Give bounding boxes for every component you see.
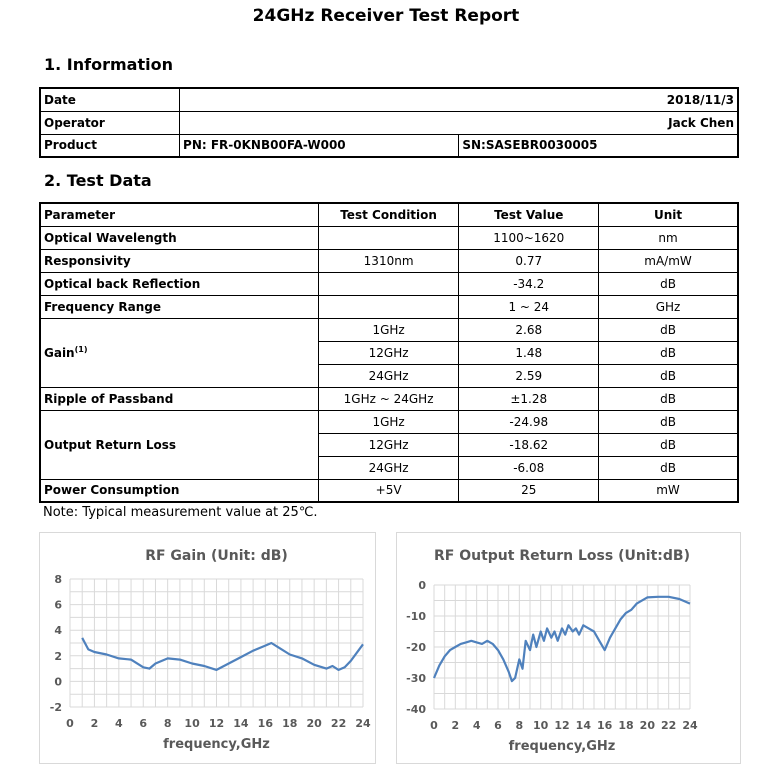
product-label: Product <box>40 134 180 157</box>
table-row <box>40 295 738 318</box>
x-tick-label: 2 <box>451 719 460 732</box>
chart-title: RF Gain (Unit: dB) <box>145 548 288 564</box>
table-row <box>40 88 738 111</box>
value-cell: 1 ~ 24 <box>459 295 599 318</box>
unit-cell: dB <box>599 433 738 456</box>
x-axis-label: frequency,GHz <box>163 737 270 752</box>
date-label: Date <box>40 88 180 111</box>
x-tick-label: 24 <box>682 719 698 732</box>
value-cell: 1.48 <box>459 341 599 364</box>
y-tick-label: -20 <box>406 641 426 654</box>
x-axis-label: frequency,GHz <box>508 739 616 754</box>
test-data-table <box>39 202 739 503</box>
x-tick-label: 8 <box>515 719 524 732</box>
x-tick-label: 22 <box>661 719 677 732</box>
condition-cell <box>318 226 459 249</box>
unit-cell: dB <box>599 318 738 341</box>
y-tick-label: 6 <box>54 598 62 612</box>
param-cell: Output Return Loss <box>40 410 318 479</box>
unit-cell: mW <box>599 479 738 502</box>
operator-label: Operator <box>40 111 180 134</box>
x-tick-label: 14 <box>575 719 591 732</box>
param-cell: Optical back Reflection <box>40 272 318 295</box>
table-row <box>40 249 738 272</box>
x-tick-label: 0 <box>66 717 74 730</box>
x-tick-label: 22 <box>330 717 347 730</box>
x-tick-label: 8 <box>163 717 172 730</box>
y-tick-label: -10 <box>406 610 426 623</box>
y-tick-label: 2 <box>54 649 62 663</box>
section-information-heading: 1. Information <box>44 55 173 74</box>
gain-label: Gain <box>44 346 75 360</box>
param-cell-gain <box>40 318 318 387</box>
table-row <box>40 226 738 249</box>
y-tick-label: 0 <box>54 675 62 689</box>
report-title: 24GHz Receiver Test Report <box>252 6 520 26</box>
value-cell: 2.59 <box>459 364 599 387</box>
x-tick-label: 18 <box>618 719 634 732</box>
value-cell: -34.2 <box>459 272 599 295</box>
x-tick-label: 24 <box>355 717 371 730</box>
product-pn: PN: FR-0KNB00FA-W000 <box>180 134 459 157</box>
table-row <box>40 272 738 295</box>
condition-cell: 1GHz ~ 24GHz <box>318 387 459 410</box>
date-value: 2018/11/3 <box>180 88 738 111</box>
rf-return-loss-chart <box>397 533 740 763</box>
table-row <box>40 410 738 433</box>
rf-gain-chart <box>40 533 375 763</box>
condition-cell: +5V <box>318 479 459 502</box>
x-tick-label: 20 <box>639 719 655 732</box>
x-tick-label: 0 <box>430 719 438 732</box>
condition-cell: 24GHz <box>318 456 459 479</box>
value-cell: 25 <box>459 479 599 502</box>
header-unit: Unit <box>599 203 738 226</box>
rf-gain-chart-frame <box>39 532 376 764</box>
chart-title: RF Output Return Loss (Unit:dB) <box>433 548 691 564</box>
x-tick-label: 12 <box>554 719 570 732</box>
gain-footnote: (1) <box>74 345 88 354</box>
unit-cell: mA/mW <box>599 249 738 272</box>
table-row <box>40 134 738 157</box>
condition-cell: 12GHz <box>318 433 459 456</box>
value-cell: -24.98 <box>459 410 599 433</box>
unit-cell: dB <box>599 272 738 295</box>
x-tick-label: 16 <box>257 717 273 730</box>
table-row <box>40 111 738 134</box>
header-test-value: Test Value <box>459 203 599 226</box>
y-tick-label: 0 <box>418 579 426 592</box>
x-tick-label: 16 <box>597 719 613 732</box>
y-tick-label: -30 <box>406 672 426 685</box>
product-sn: SN:SASEBR0030005 <box>459 134 738 157</box>
information-table <box>39 87 739 158</box>
condition-cell: 1310nm <box>318 249 459 272</box>
x-tick-label: 20 <box>306 717 322 730</box>
condition-cell <box>318 272 459 295</box>
value-cell: -18.62 <box>459 433 599 456</box>
operator-value: Jack Chen <box>180 111 738 134</box>
unit-cell: dB <box>599 364 738 387</box>
x-tick-label: 14 <box>233 717 249 730</box>
x-tick-label: 2 <box>90 717 99 730</box>
condition-cell: 12GHz <box>318 341 459 364</box>
condition-cell: 24GHz <box>318 364 459 387</box>
param-cell: Power Consumption <box>40 479 318 502</box>
condition-cell: 1GHz <box>318 318 459 341</box>
unit-cell: GHz <box>599 295 738 318</box>
value-cell: 1100~1620 <box>459 226 599 249</box>
unit-cell: dB <box>599 410 738 433</box>
header-test-condition: Test Condition <box>318 203 459 226</box>
section-test-data-heading: 2. Test Data <box>44 171 152 190</box>
value-cell: 0.77 <box>459 249 599 272</box>
rf-return-loss-chart-frame <box>396 532 741 764</box>
x-tick-label: 4 <box>472 719 481 732</box>
table-row <box>40 387 738 410</box>
header-parameter: Parameter <box>40 203 318 226</box>
y-tick-label: 4 <box>54 624 62 638</box>
value-cell: 2.68 <box>459 318 599 341</box>
y-tick-label: -40 <box>406 703 426 716</box>
y-tick-label: -2 <box>49 701 62 714</box>
unit-cell: nm <box>599 226 738 249</box>
x-tick-label: 6 <box>494 719 502 732</box>
x-tick-label: 10 <box>184 717 200 730</box>
value-cell: ±1.28 <box>459 387 599 410</box>
param-cell: Frequency Range <box>40 295 318 318</box>
condition-cell <box>318 295 459 318</box>
unit-cell: dB <box>599 341 738 364</box>
table-header-row <box>40 203 738 226</box>
unit-cell: dB <box>599 387 738 410</box>
x-tick-label: 4 <box>115 717 123 730</box>
param-cell: Optical Wavelength <box>40 226 318 249</box>
param-cell: Responsivity <box>40 249 318 272</box>
x-tick-label: 18 <box>282 717 298 730</box>
x-tick-label: 6 <box>139 717 148 730</box>
table-row <box>40 318 738 341</box>
unit-cell: dB <box>599 456 738 479</box>
param-cell: Ripple of Passband <box>40 387 318 410</box>
y-tick-label: 8 <box>54 573 62 586</box>
value-cell: -6.08 <box>459 456 599 479</box>
measurement-note: Note: Typical measurement value at 25℃. <box>43 505 318 520</box>
table-row <box>40 479 738 502</box>
condition-cell: 1GHz <box>318 410 459 433</box>
x-tick-label: 10 <box>533 719 549 732</box>
x-tick-label: 12 <box>208 717 225 730</box>
